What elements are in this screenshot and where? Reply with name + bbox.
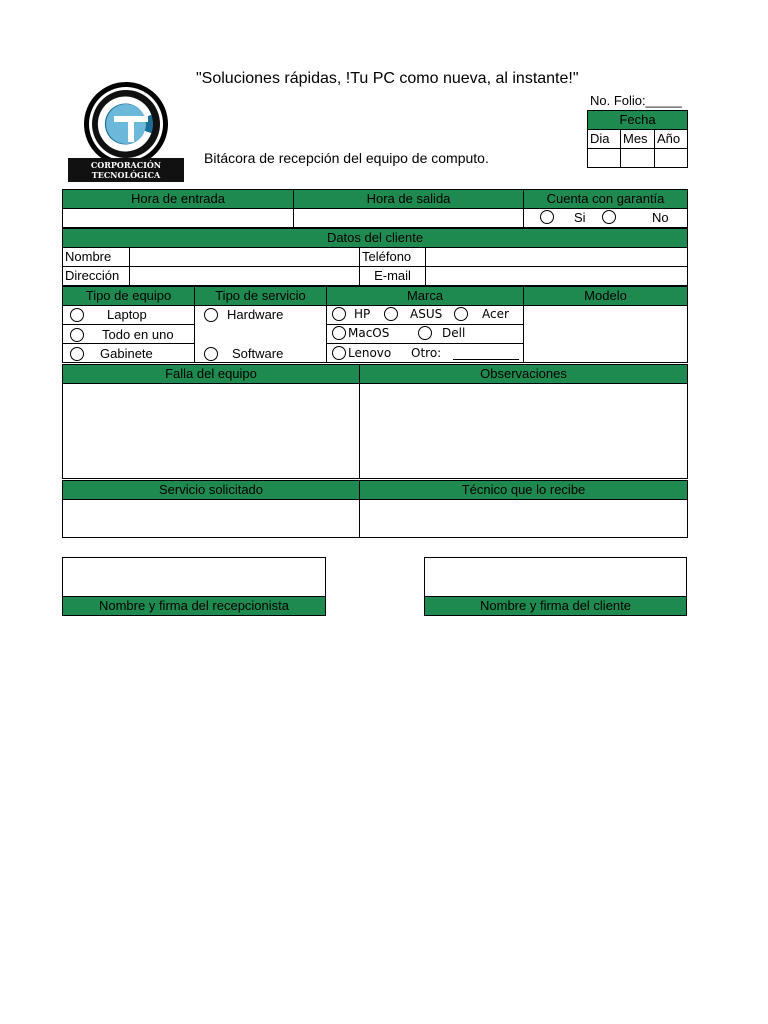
datos-cliente-header: Datos del cliente <box>63 229 688 248</box>
observaciones-field[interactable] <box>360 384 688 479</box>
dell-option[interactable] <box>418 326 465 340</box>
firma-cliente-box <box>424 557 687 616</box>
falla-field[interactable] <box>63 384 360 479</box>
firma-cliente-label: Nombre y firma del cliente <box>425 597 687 616</box>
svg-text:TECNOLÓGICA: TECNOLÓGICA <box>91 170 161 180</box>
tecnico-field[interactable] <box>360 500 688 538</box>
firma-recepcionista-field[interactable] <box>63 558 326 597</box>
modelo-field[interactable] <box>524 306 688 363</box>
garantia-no-label: No <box>652 210 669 225</box>
dia-field[interactable] <box>588 149 621 168</box>
anio-field[interactable] <box>655 149 688 168</box>
macos-radio[interactable] <box>332 326 346 340</box>
garantia-header: Cuenta con garantía <box>524 190 688 209</box>
software-option[interactable] <box>204 346 283 361</box>
hora-salida-field[interactable] <box>294 209 524 228</box>
tecnico-header: Técnico que lo recibe <box>360 481 688 500</box>
slogan: "Soluciones rápidas, !Tu PC como nueva, al instante!" <box>196 70 579 87</box>
lenovo-radio[interactable] <box>332 346 346 360</box>
todo-en-uno-label: Todo en uno <box>102 327 174 342</box>
acer-label: Acer <box>482 307 509 321</box>
mes-label: Mes <box>621 130 655 149</box>
asus-option[interactable] <box>384 307 442 321</box>
hardware-radio[interactable] <box>204 308 218 322</box>
direccion-field[interactable] <box>130 267 360 286</box>
tipo-servicio-header: Tipo de servicio <box>195 287 327 306</box>
gabinete-option[interactable] <box>70 346 153 361</box>
servicio-header: Servicio solicitado <box>63 481 360 500</box>
asus-label: ASUS <box>410 307 443 321</box>
telefono-field[interactable] <box>426 248 688 267</box>
firma-cliente-field[interactable] <box>425 558 687 597</box>
garantia-si-radio[interactable] <box>540 210 554 224</box>
direccion-label: Dirección <box>63 267 130 286</box>
software-label: Software <box>232 346 284 361</box>
hardware-option[interactable] <box>204 307 283 322</box>
acer-option[interactable] <box>454 307 509 321</box>
mes-field[interactable] <box>621 149 655 168</box>
hp-option[interactable] <box>332 307 370 321</box>
form-title: Bitácora de recepción del equipo de computo. <box>204 150 489 166</box>
telefono-label: Teléfono <box>360 248 426 267</box>
anio-label: Año <box>655 130 688 149</box>
hardware-label: Hardware <box>227 307 284 322</box>
marca-header: Marca <box>327 287 524 306</box>
otro-option <box>411 346 441 360</box>
email-label: E-mail <box>360 267 426 286</box>
falla-table <box>62 364 688 479</box>
todo-en-uno-radio[interactable] <box>70 328 84 342</box>
dia-label: Dia <box>588 130 621 149</box>
otro-field[interactable] <box>453 359 519 360</box>
servicio-field[interactable] <box>63 500 360 538</box>
modelo-header: Modelo <box>524 287 688 306</box>
lenovo-label: Lenovo <box>348 346 392 360</box>
software-radio[interactable] <box>204 347 218 361</box>
laptop-radio[interactable] <box>70 308 84 322</box>
cliente-table <box>62 228 688 286</box>
servicio-table <box>62 480 688 538</box>
macos-label: MacOS <box>348 326 390 340</box>
email-field[interactable] <box>426 267 688 286</box>
macos-option[interactable] <box>332 326 389 340</box>
hora-salida-header: Hora de salida <box>294 190 524 209</box>
hora-entrada-header: Hora de entrada <box>63 190 294 209</box>
tipo-equipo-header: Tipo de equipo <box>63 287 195 306</box>
todo-en-uno-option[interactable] <box>70 327 174 342</box>
horas-table <box>62 189 688 228</box>
gabinete-radio[interactable] <box>70 347 84 361</box>
asus-radio[interactable] <box>384 307 398 321</box>
hp-radio[interactable] <box>332 307 346 321</box>
nombre-label: Nombre <box>63 248 130 267</box>
svg-text:CORPORACIÓN: CORPORACIÓN <box>90 160 162 170</box>
otro-label: Otro: <box>411 346 442 360</box>
firma-recepcionista-box <box>62 557 326 616</box>
hora-entrada-field[interactable] <box>63 209 294 228</box>
dell-radio[interactable] <box>418 326 432 340</box>
garantia-no-radio[interactable] <box>602 210 616 224</box>
garantia-options <box>524 209 688 228</box>
nombre-field[interactable] <box>130 248 360 267</box>
dell-label: Dell <box>442 326 466 340</box>
lenovo-option[interactable] <box>332 346 391 360</box>
fecha-table <box>587 110 688 168</box>
fecha-header: Fecha <box>588 111 688 130</box>
laptop-label: Laptop <box>107 307 147 322</box>
falla-header: Falla del equipo <box>63 365 360 384</box>
company-logo <box>66 80 186 184</box>
garantia-si-label: Si <box>574 210 586 225</box>
laptop-option[interactable] <box>70 307 147 322</box>
firma-recepcionista-label: Nombre y firma del recepcionista <box>63 597 326 616</box>
folio-label: No. Folio:_____ <box>590 93 682 108</box>
acer-radio[interactable] <box>454 307 468 321</box>
observaciones-header: Observaciones <box>360 365 688 384</box>
hp-label: HP <box>354 307 371 321</box>
gabinete-label: Gabinete <box>100 346 153 361</box>
